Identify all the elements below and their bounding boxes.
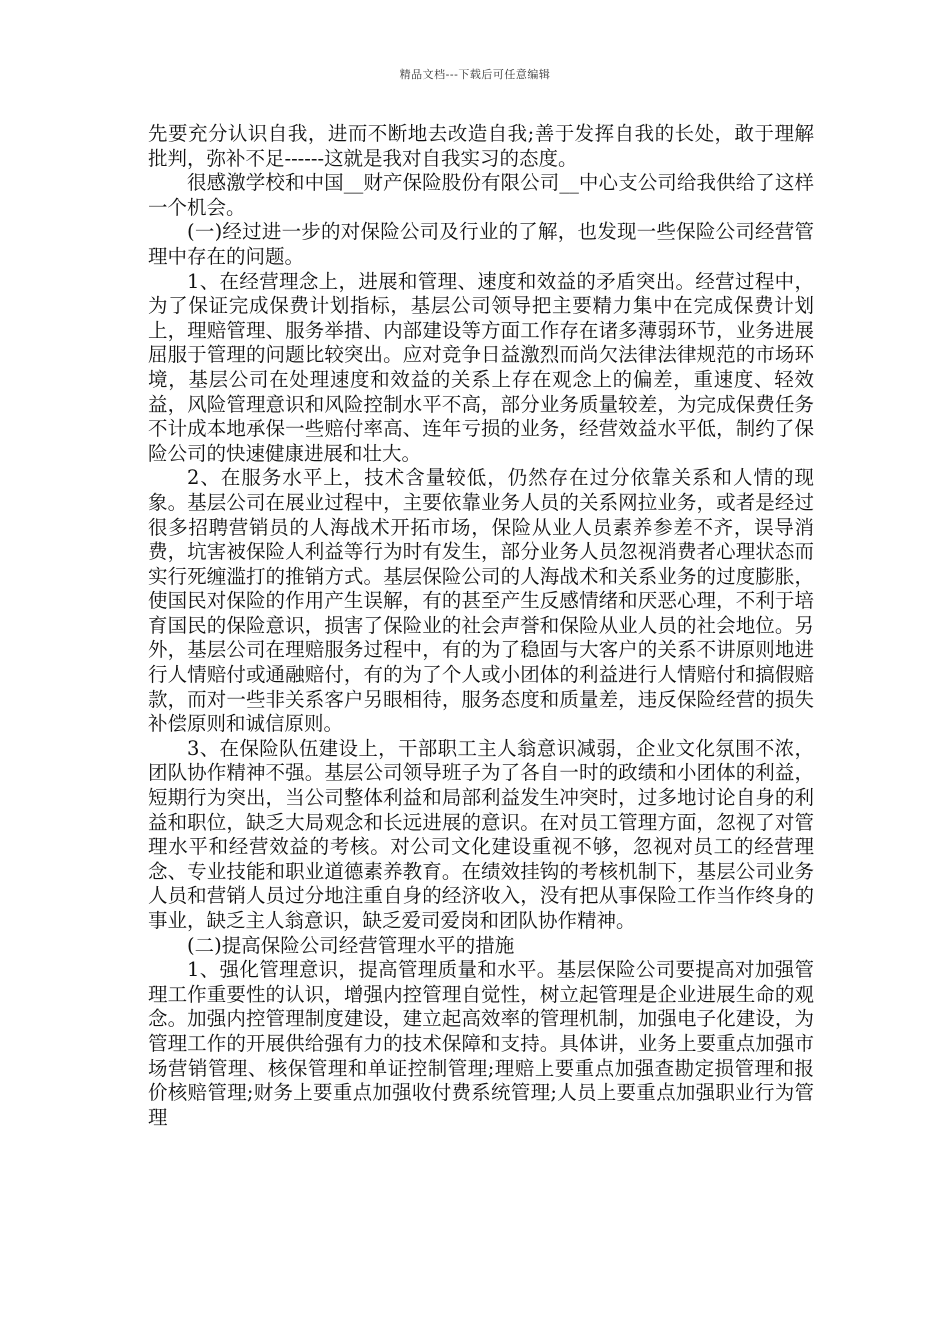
paragraph: 3、在保险队伍建设上，干部职工主人翁意识减弱，企业文化氛围不浓，团队协作精神不强。基层公司领导班子为了各自一时的政绩和小团体的利益，短期行为突出，当公司整体利益和局部利益发生冲突时，过多地讨论自身的利益和职位，缺乏大局观念和长远进展的意识。在对员工管理方面，忽视了对管理水平和经营效益的考核。对公司文化建设重视不够，忽视对员工的经营理念、专业技能和职业道德素养教育。在绩效挂钩的考核机制下，基层公司业务人员和营销人员过分地注重自身的经济收入，没有把从事保险工作当作终身的事业，缺乏主人翁意识，缺乏爱司爱岗和团队协作精神。	[148, 736, 814, 932]
document-body	[148, 122, 814, 1130]
paragraph: 2、在服务水平上，技术含量较低，仍然存在过分依靠关系和人情的现象。基层公司在展业过程中，主要依靠业务人员的关系网拉业务，或者是经过很多招聘营销员的人海战术开拓市场，保险从业人员素养参差不齐，误导消费，坑害被保险人利益等行为时有发生，部分业务人员忽视消费者心理状态而实行死缠滥打的推销方式。基层保险公司的人海战术和关系业务的过度膨胀，使国民对保险的作用产生误解，有的甚至产生反感情绪和厌恶心理，不利于培育国民的保险意识，损害了保险业的社会声誉和保险从业人员的社会地位。另外，基层公司在理赔服务过程中，有的为了稳固与大客户的关系不讲原则地进行人情赔付或通融赔付，有的为了个人或小团体的利益进行人情赔付和搞假赔款，而对一些非关系客户另眼相待，服务态度和质量差，违反保险经营的损失补偿原则和诚信原则。	[148, 466, 814, 736]
paragraph: 1、在经营理念上，进展和管理、速度和效益的矛盾突出。经营过程中，为了保证完成保费计划指标，基层公司领导把主要精力集中在完成保费计划上，理赔管理、服务举措、内部建设等方面工作存在诸多薄弱环节，业务进展屈服于管理的问题比较突出。应对竞争日益激烈而尚欠法律法律规范的市场环境，基层公司在处理速度和效益的关系上存在观念上的偏差，重速度、轻效益，风险管理意识和风险控制水平不高，部分业务质量较差，为完成保费任务不计成本地承保一些赔付率高、连年亏损的业务，经营效益水平低，制约了保险公司的快速健康进展和壮大。	[148, 269, 814, 465]
paragraph: 很感激学校和中国__财产保险股份有限公司__中心支公司给我供给了这样一个机会。	[148, 171, 814, 219]
paragraph: (一)经过进一步的对保险公司及行业的了解，也发现一些保险公司经营管理中存在的问题。	[148, 220, 814, 268]
paragraph: 先要充分认识自我，进而不断地去改造自我;善于发挥自我的长处，敢于理解批判，弥补不足------这就是我对自我实习的态度。	[148, 122, 814, 170]
page-header: 精品文档---下载后可任意编辑	[399, 68, 551, 81]
paragraph: 1、强化管理意识，提高管理质量和水平。基层保险公司要提高对加强管理工作重要性的认识，增强内控管理自觉性，树立起管理是企业进展生命的观念。加强内控管理制度建设，建立起高效率的管理机制，加强电子化建设，为管理工作的开展供给强有力的技术保障和支持。具体讲，业务上要重点加强市场营销管理、核保管理和单证控制管理;理赔上要重点加强查勘定损管理和报价核赔管理;财务上要重点加强收付费系统管理;人员上要重点加强职业行为管理	[148, 958, 814, 1129]
section-heading: (二)提高保险公司经营管理水平的措施	[187, 933, 515, 957]
